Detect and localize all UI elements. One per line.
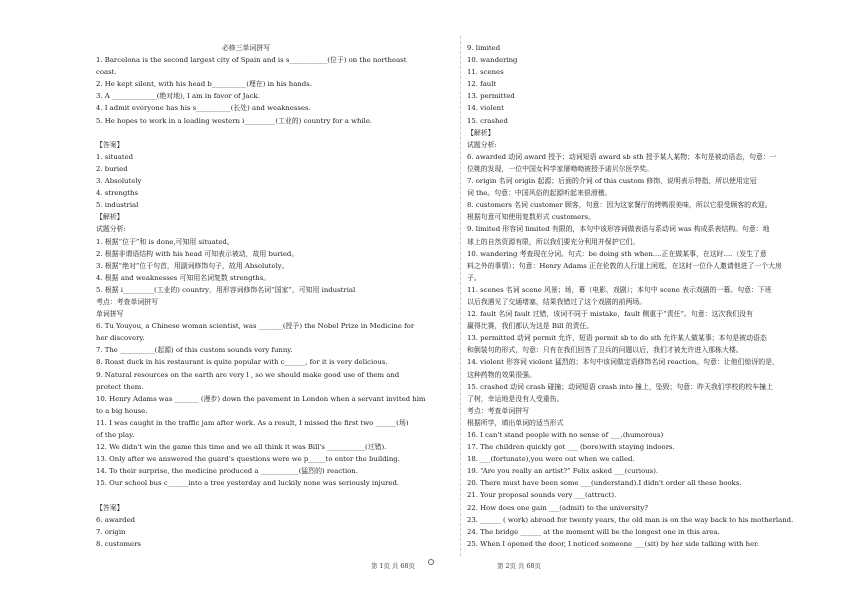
- text-line: 赢得比赛，我们都认为这是 Bill 的责任。: [467, 322, 594, 331]
- text-line: 了树，幸运地是没有人受重伤。: [467, 394, 564, 403]
- text-line: 21. Your proposal sounds very ___(attract).: [467, 491, 617, 500]
- text-line: 试题分析:: [467, 140, 497, 149]
- text-line: 17. The children quickly got ___ (bore)with staying indoors.: [467, 443, 675, 452]
- text-line: 13. permitted: [467, 92, 515, 101]
- text-line: protect them.: [96, 382, 144, 391]
- text-line: 9. limited: [467, 44, 501, 52]
- text-line: 4. I admit everyone has his s__________(长处) and weaknesses.: [96, 104, 311, 113]
- text-line: 4. strengths: [96, 189, 139, 198]
- text-line: 根据句意可知使用复数形式 customers。: [467, 213, 595, 222]
- text-line: 8. customers: [96, 539, 141, 548]
- text-line: 7. origin: [96, 527, 126, 536]
- text-line: 5. industrial: [96, 201, 139, 210]
- text-line: 根据所学，填出单词的适当形式: [467, 418, 564, 427]
- text-line: 子。: [467, 273, 481, 282]
- text-line: 2. 根据非谓语结构 with his head 可知表示被动，故用 buried。: [96, 249, 299, 258]
- text-line: [96, 489, 454, 501]
- text-line: 6. awarded: [96, 515, 136, 524]
- text-line: 3. Absolutely: [96, 177, 142, 186]
- text-line: 6. awarded 动词 award 授予；动词短语 award sb sth 授予某人某物；本句是被动语态，句意：一: [467, 152, 777, 161]
- text-line: 12. fault 名词 fault 过错，该词不同于 mistake，fault 侧重于“责任”。句意：这次我们没有: [467, 310, 753, 319]
- left-page: [0, 0, 430, 596]
- text-line: [96, 127, 454, 139]
- text-line: 18. ___(fortunate),you were out when we called.: [467, 455, 635, 464]
- text-line: 19. “Are you really an artist?” Felix asked ___(curious).: [467, 467, 659, 476]
- text-line: 11. scenes: [467, 68, 504, 77]
- text-line: 8. Roast duck in his restaurant is quite popular with c______, for it is very delicious.: [96, 358, 388, 367]
- text-line: 5. 根据 i_________(工业的) country，用形容词修饰名词“国家”，可知用 industrial: [96, 285, 356, 294]
- text-line: 9. limited 形容词 limited 有限的，本句中该形容词做表语与系动词 was 构成系表结构。句意：地: [467, 225, 770, 234]
- text-line: 16. I can't stand people with no sense of ___.(humorous): [467, 431, 664, 439]
- text-line: 位姚的发现，一位中国女科学家屠呦呦被授予诺贝尔医学奖。: [467, 164, 654, 173]
- text-line: to a big house.: [96, 406, 148, 415]
- text-line: 考点：考查单词拼写: [96, 297, 159, 306]
- text-line: 【答案】: [96, 140, 124, 149]
- text-line: 4. 根据 and weaknesses 可知用名词复数 strengths。: [96, 273, 271, 282]
- text-line: 9. Natural resources on the earth are very l , so we should make good use of them and: [96, 370, 400, 379]
- section-title: 必修三单词拼写: [221, 44, 271, 52]
- text-line: 3. A _____________(绝对地), I am in favor of Jack.: [96, 92, 260, 101]
- text-line: 【答案】: [96, 503, 124, 512]
- text-line: 试题分析:: [96, 225, 126, 234]
- text-line: 词 the。句意：中国风俗的起源听起来很滑稽。: [467, 189, 612, 198]
- text-line: coast.: [96, 68, 117, 77]
- right-page-content: [467, 42, 832, 550]
- text-line: 10. Henry Adams was _______ (漫步) down the pavement in London when a servant invited him: [96, 394, 426, 403]
- text-line: 15. Our school bus c______into a tree yesterday and luckily none was seriously injured.: [96, 479, 400, 488]
- text-line: 10. wandering: [467, 56, 518, 65]
- right-page: [431, 0, 861, 596]
- text-line: 6. Tu Youyou, a Chinese woman scientist, was _______(授予) the Nobel Prize in Medicine for: [96, 322, 415, 331]
- page-footer-left: 第 1页 共 68页: [371, 562, 415, 570]
- text-line: 考点：考查单词拼写: [467, 406, 530, 415]
- text-line: 2. He kept silent, with his head b__________(埋在) in his hands.: [96, 80, 312, 89]
- text-line: 20. There must have been some ___(understand).I didn't order all these books.: [467, 479, 742, 488]
- text-line: 23. ______ ( work) abroad for twenty years, the old man is on the way back to his motherland.: [467, 515, 794, 524]
- text-line: 单词拼写: [96, 310, 124, 319]
- text-line: of the play.: [96, 431, 135, 439]
- text-line: 11. I was caught in the traffic jam after work. As a result, I missed the first two ______(场): [96, 418, 409, 427]
- text-line: 和倒装句的形式，句意：只有在我们回答了卫兵的问题以后，我们才被允许进入那栋大楼。: [467, 346, 743, 355]
- text-line: 14. To their surprise, the medicine produced a ___________(猛烈的) reaction.: [96, 467, 358, 476]
- text-line: 22. How does one gain ___(admit) to the university?: [467, 503, 648, 512]
- text-line: 2. buried: [96, 164, 128, 173]
- text-line: 13. permitted 动词 permit 允许，短语 permit sb to do sth 允许某人做某事；本句是被动语态: [467, 334, 767, 343]
- text-line: 【解析】: [467, 128, 495, 137]
- left-page-content: [96, 42, 454, 550]
- text-line: 12. fault: [467, 80, 497, 89]
- text-line: 3. 根据“绝对”位于句首，用副词修饰句子，故用 Absolutely。: [96, 261, 289, 270]
- text-line: 7. The __________(起源) of this custom sounds very funny.: [96, 346, 293, 355]
- text-line: 7. origin 名词 origin 起源；后面的介词 of this custom 修饰，说明表示特指，所以使用定冠: [467, 177, 757, 186]
- text-line: 1. situated: [96, 152, 134, 161]
- text-line: 15. crashed: [467, 116, 508, 125]
- text-line: 【解析】: [96, 213, 124, 222]
- text-line: 8. customers 名词 customer 顾客，句意：因为这家餐厅的烤鸭很美味，所以它很受顾客的欢迎。: [467, 201, 772, 210]
- text-line: 1. Barcelona is the second largest city of Spain and is s___________(位于) on the northeast: [96, 56, 407, 65]
- text-line: 14. violent 形容词 violent 猛烈的；本句中该词做定语修饰名词 reaction。句意：让他们惊讶的是，: [467, 358, 779, 367]
- text-line: 13. Only after we answered the guard's questions were we p_____to enter the building.: [96, 455, 400, 464]
- text-line: her discovery.: [96, 334, 145, 343]
- text-line: 1. 根据“位于”和 is done,可知用 situated。: [96, 237, 234, 246]
- page-footer-right: 第 2页 共 68页: [497, 562, 541, 570]
- text-line: 15. crashed 动词 crash 碰撞；动词短语 crash into 撞上，坠毁；句意：昨天我们学校的校车撞上: [467, 382, 773, 391]
- text-line: 以后我遇见了交通堵塞，结果我错过了这个戏剧的前两场。: [467, 297, 647, 306]
- text-line: 24. The bridge ______ at the moment will be the longest one in this area.: [467, 527, 720, 536]
- text-line: 25. When I opened the door, I noticed someone ___(sit) by her side talking with her.: [467, 539, 759, 548]
- text-line: 料之外的事情）；句意：Henry Adams 正在伦敦的人行道上闲逛，在这时一位仆人邀请他进了一个大房: [467, 261, 782, 270]
- text-line: 14. violent: [467, 104, 504, 113]
- text-line: 5. He hopes to work in a leading western i_________(工业的) country for a while.: [96, 116, 373, 125]
- text-line: 12. We didn't win the game this time and we all think it was Bill's ___________(过错).: [96, 443, 387, 452]
- text-line: 球上的自然资源有限，所以我们要充分利用并保护它们。: [467, 237, 640, 246]
- text-line: 这种药物的效果很强。: [467, 370, 536, 379]
- text-line: 11. scenes 名词 scene 风景；场，幕（电影，戏剧）；本句中 scene 表示戏剧的一幕。句意：下班: [467, 285, 772, 294]
- text-line: 10. wandering 考查现在分词。句式：be doing sth when....正在做某事，在这时....（发生了意: [467, 249, 767, 258]
